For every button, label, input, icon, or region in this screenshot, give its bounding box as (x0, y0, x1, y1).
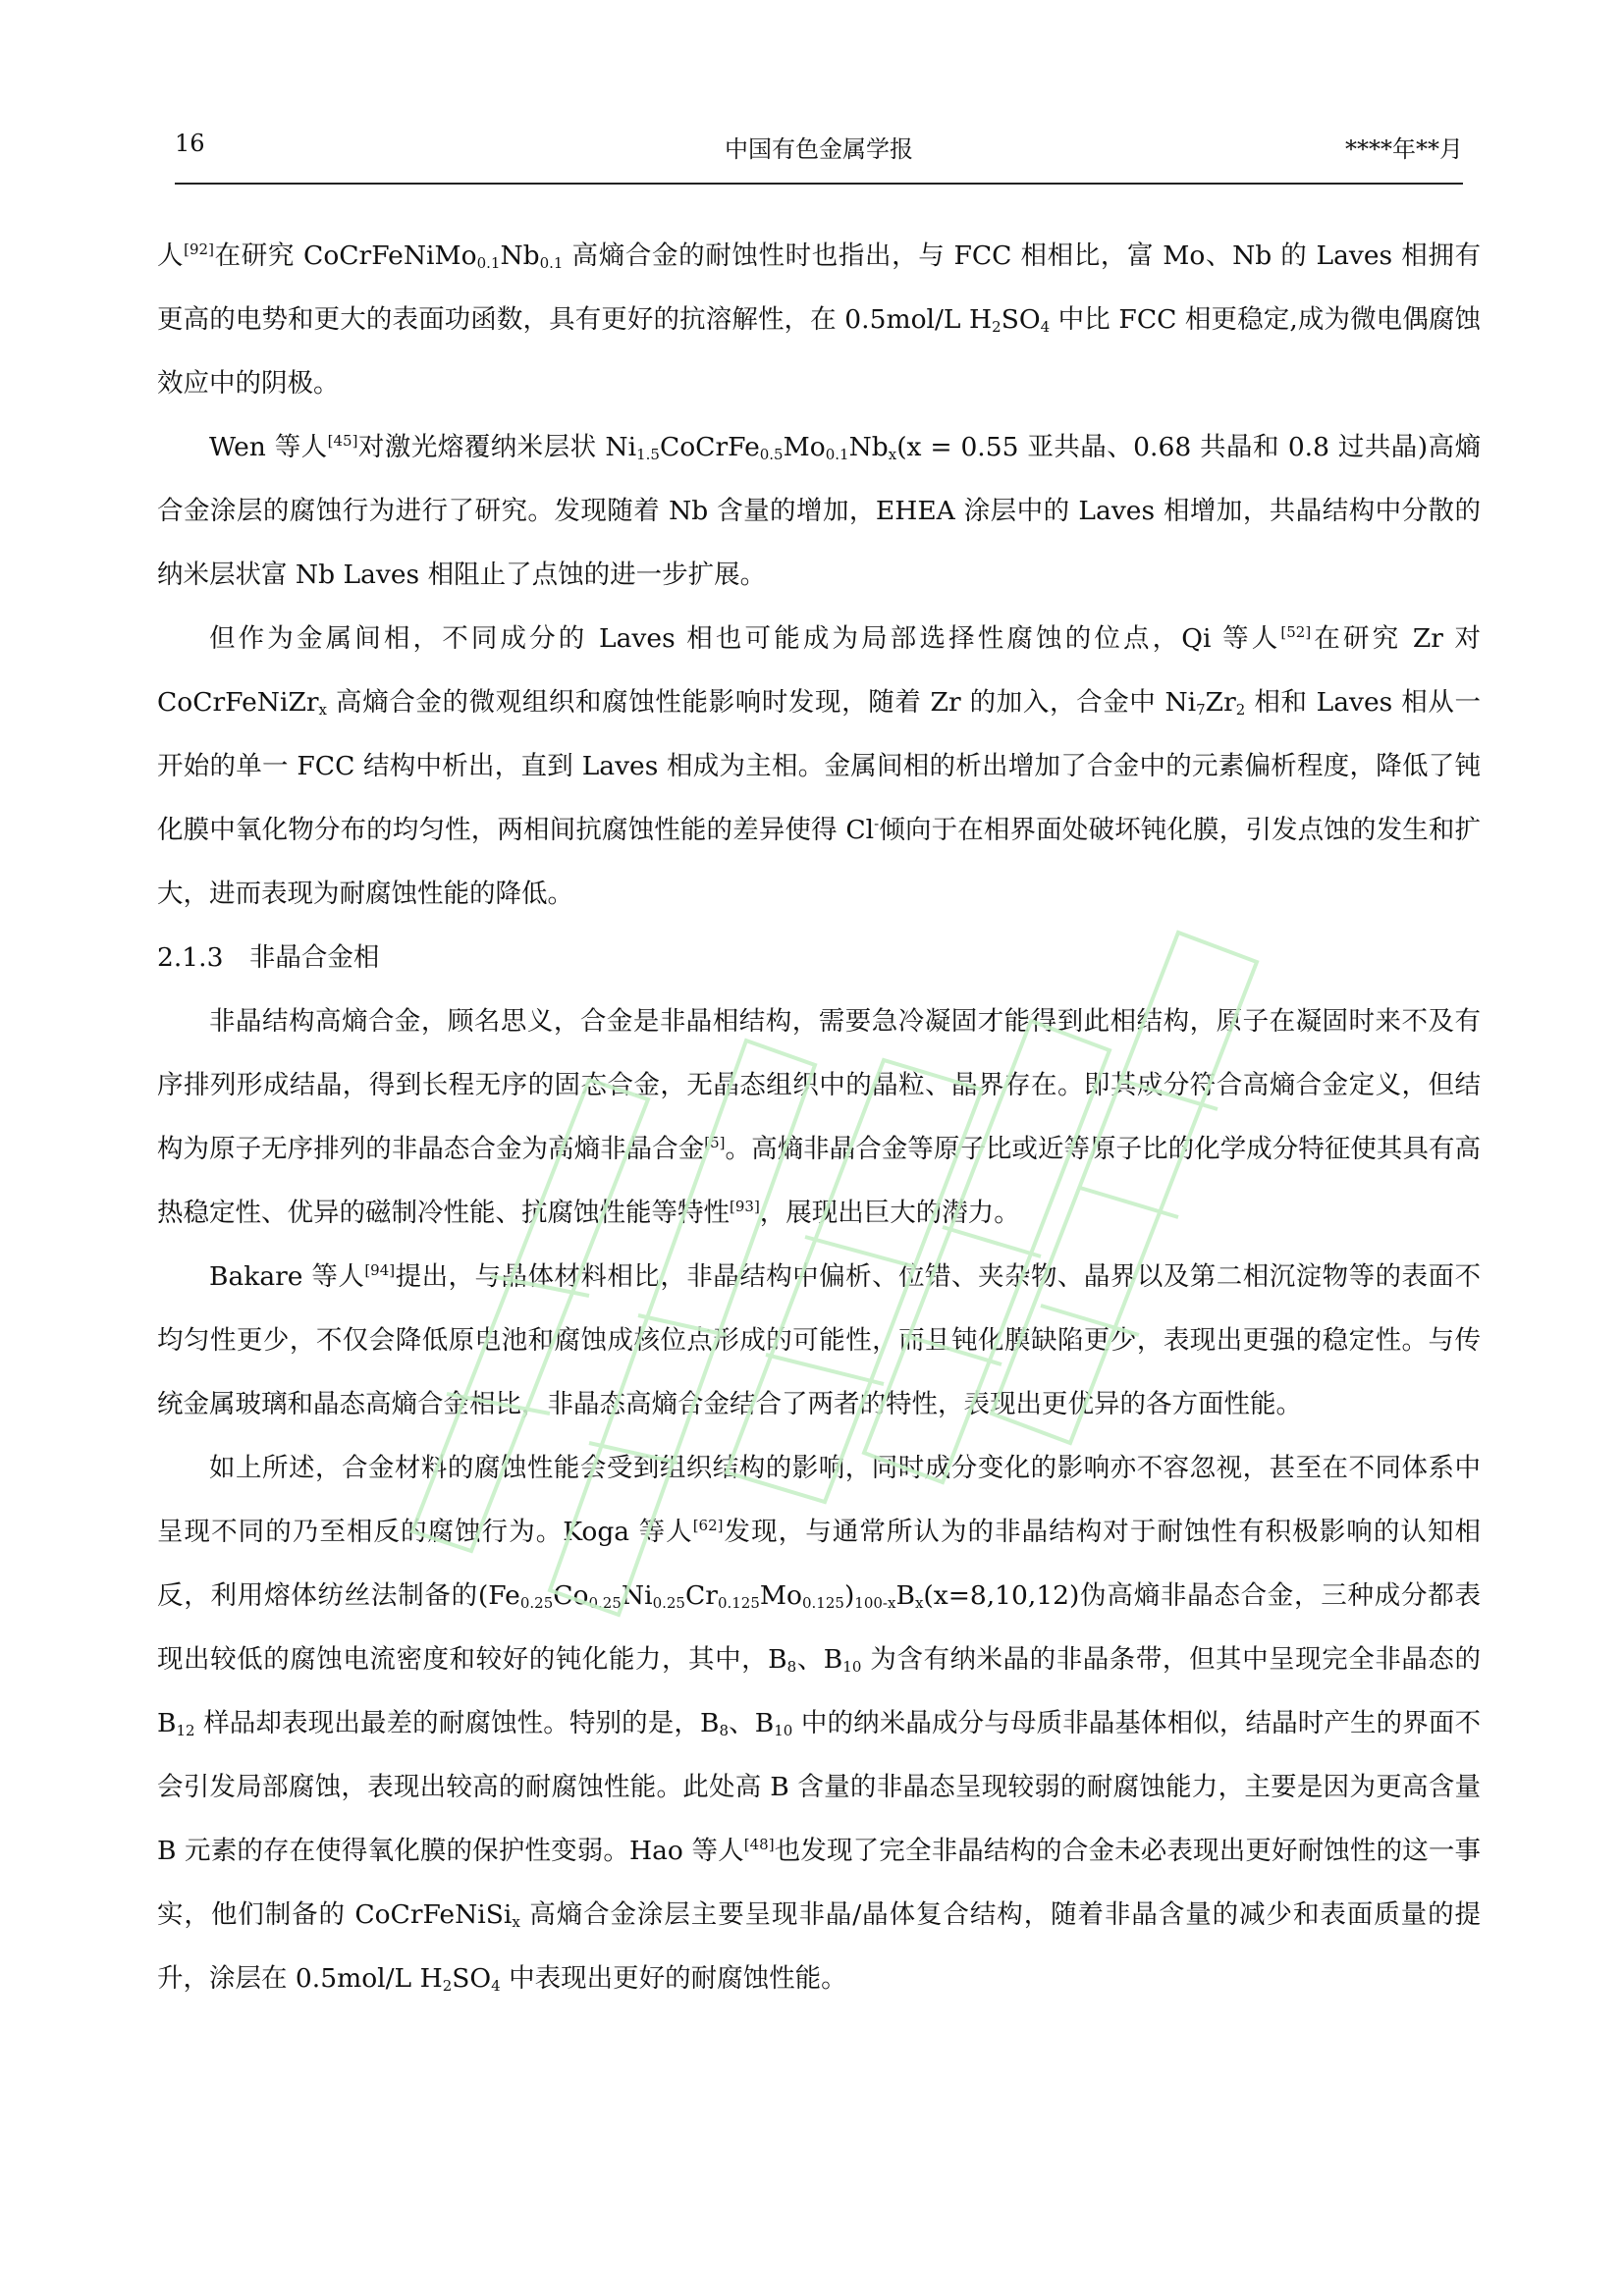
text-run: 在研究 Zr 对 CoCrFeNiZr (157, 623, 1481, 718)
text-run: Cr (684, 1580, 718, 1611)
article-body (157, 224, 1481, 2010)
subscript: 0.125 (717, 1594, 760, 1612)
paragraph (157, 224, 1481, 415)
superscript: [5] (704, 1134, 726, 1151)
superscript: [92] (184, 240, 214, 258)
subscript: 10 (842, 1658, 862, 1676)
subscript: 0.25 (652, 1594, 685, 1612)
subscript: 2 (1235, 701, 1246, 719)
text-run: 中的纳米晶成分与母质非晶基体相似，结晶时产生的界面不会引发局部腐蚀，表现出较高的耐腐蚀性能。此处高 B 含量的非晶态呈现较弱的耐腐蚀能力，主要是因为更高含量 B 元素的存在使得氧化膜的保护性变弱。Hao 等人 (157, 1708, 1481, 1866)
text-run: Bakare 等人 (209, 1261, 365, 1292)
paragraph (157, 989, 1481, 1245)
text-run: B (895, 1580, 915, 1611)
subscript: 0.1 (825, 446, 849, 463)
text-run: 、B (729, 1708, 775, 1738)
subscript: 0.25 (519, 1594, 554, 1612)
text-run: (x = 0.55 亚共晶、0.68 共晶和 0.8 过共晶)高熵合金涂层的腐蚀行为进行了研究。发现随着 Nb 含量的增加，EHEA 涂层中的 Laves 相增加，共晶结构中分散的纳米层状富 Nb Laves 相阻止了点蚀的进一步扩展。 (157, 432, 1481, 590)
subscript: x (914, 1594, 924, 1612)
subscript: x (318, 701, 328, 719)
journal-title: 中国有色金属学报 (725, 135, 913, 163)
issue-date: ****年**月 (1345, 135, 1463, 163)
text-run: 发现，与通常所认为的非晶结构对于耐蚀性有积极影响的认知相反，利用熔体纺丝法制备的(Fe (157, 1517, 1482, 1611)
subscript: 4 (1040, 318, 1051, 336)
subscript: x (888, 446, 897, 463)
text-run: 相和 Laves 相从一开始的单一 FCC 结构中析出，直到 Laves 相成为主相。金属间相的析出增加了合金中的元素偏析程度，降低了钝化膜中氧化物分布的均匀性，两相间抗腐蚀性能的差异使得 Cl (157, 687, 1482, 845)
text-run: 在研究 CoCrFeNiMo (213, 240, 477, 271)
subscript: 8 (786, 1658, 797, 1676)
subscript: 8 (719, 1722, 730, 1739)
text-run: Co (553, 1580, 589, 1611)
text-run: 也发现了完全非晶结构的合金未必表现出更好耐蚀性的这一事实，他们制备的 CoCrFeNiSi (157, 1836, 1482, 1930)
superscript: [62] (692, 1517, 724, 1534)
superscript: - (874, 815, 880, 832)
paragraph (157, 1245, 1481, 1436)
subscript: 0.25 (588, 1594, 622, 1612)
subscript: 0.5 (759, 446, 784, 463)
subscript: 10 (774, 1722, 793, 1739)
text-run: Nb (500, 240, 540, 271)
paragraph (157, 1436, 1481, 2010)
subscript: 100-x (854, 1594, 896, 1612)
text-run: SO (1001, 304, 1041, 335)
superscript: [93] (730, 1198, 760, 1215)
text-run: 高熵合金涂层主要呈现非晶/晶体复合结构，随着非晶含量的减少和表面质量的提升，涂层在 0.5mol/L H (157, 1899, 1481, 1994)
text-run: 高熵合金的耐蚀性时也指出，与 FCC 相相比，富 Mo、Nb 的 Laves 相拥有更高的电势和更大的表面功函数，具有更好的抗溶解性，在 0.5mol/L H (157, 240, 1481, 335)
text-run: 倾向于在相界面处破坏钝化膜，引发点蚀的发生和扩大，进而表现为耐腐蚀性能的降低。 (157, 815, 1481, 909)
text-run: 但作为金属间相，不同成分的 Laves 相也可能成为局部选择性腐蚀的位点，Qi 等人 (209, 623, 1281, 654)
subscript: 0.1 (539, 254, 564, 272)
subscript: 0.1 (476, 254, 501, 272)
text-run: 样品却表现出最差的耐腐蚀性。特别的是，B (194, 1708, 720, 1738)
text-run: Ni (621, 1580, 653, 1611)
text-run: Zr (1205, 687, 1236, 718)
header-rule (175, 183, 1463, 185)
subscript: 2 (992, 318, 1001, 336)
text-run: 人 (157, 240, 185, 271)
superscript: [48] (743, 1836, 775, 1853)
text-run: Wen 等人 (209, 432, 328, 462)
text-run: 2.1.3 非晶合金相 (157, 942, 380, 973)
subscript: 0.125 (801, 1594, 844, 1612)
text-run: 非晶结构高熵合金，顾名思义，合金是非晶相结构，需要急冷凝固才能得到此相结构，原子在凝固时来不及有序排列形成结晶，得到长程无序的固态合金，无晶态组织中的晶粒、晶界存在。即其成分符合高熵合金定义，但结构为原子无序排列的非晶态合金为高熵非晶合金 (157, 1006, 1481, 1164)
subscript: 1.5 (636, 446, 660, 463)
text-run: Mo (783, 432, 826, 462)
text-run: 对激光熔覆纳米层状 Ni (357, 432, 637, 462)
text-run: 中表现出更好的耐腐蚀性能。 (500, 1963, 847, 1994)
text-run: 。高熵非晶合金等原子比或近等原子比的化学成分特征使其具有高热稳定性、优异的磁制冷性能、抗腐蚀性能等特性 (157, 1134, 1482, 1228)
text-run: ，展现出巨大的潜力。 (759, 1198, 1020, 1228)
page-number: 16 (175, 130, 205, 157)
paragraph (157, 415, 1481, 607)
subscript: 12 (176, 1722, 195, 1739)
page-header (175, 130, 1463, 169)
superscript: [45] (327, 432, 358, 450)
text-run: CoCrFe (659, 432, 760, 462)
text-run: 提出，与晶体材料相比，非晶结构中偏析、位错、夹杂物、晶界以及第二相沉淀物等的表面不均匀性更少，不仅会降低原电池和腐蚀成核位点形成的可能性，而且钝化膜缺陷更少，表现出更强的稳定性。与传统金属玻璃和晶态高熵合金相比，非晶态高熵合金结合了两者的特性，表现出更优异的各方面性能。 (157, 1261, 1482, 1419)
text-run: (x=8,10,12)伪高熵非晶态合金，三种成分都表现出较低的腐蚀电流密度和较好的钝化能力，其中，B (157, 1580, 1481, 1675)
subscript: x (512, 1913, 520, 1931)
superscript: [94] (364, 1261, 396, 1279)
text-run: Mo (759, 1580, 802, 1611)
text-run: ) (843, 1580, 855, 1611)
subscript: 4 (491, 1977, 501, 1995)
paragraph (157, 607, 1481, 926)
subscript: 7 (1196, 701, 1206, 719)
text-run: 高熵合金的微观组织和腐蚀性能影响时发现，随着 Zr 的加入，合金中 Ni (327, 687, 1197, 718)
section-heading (157, 926, 1481, 989)
subscript: 2 (442, 1977, 453, 1995)
text-run: 如上所述，合金材料的腐蚀性能会受到组织结构的影响，同时成分变化的影响亦不容忽视，甚至在不同体系中呈现不同的乃至相反的腐蚀行为。Koga 等人 (157, 1453, 1481, 1547)
text-run: 、B (796, 1644, 843, 1675)
text-run: SO (452, 1963, 492, 1994)
superscript: [52] (1280, 623, 1312, 641)
text-run: 中比 FCC 相更稳定,成为微电偶腐蚀效应中的阴极。 (157, 304, 1481, 399)
text-run: 为含有纳米晶的非晶条带，但其中呈现完全非晶态的 B (157, 1644, 1481, 1738)
text-run: Nb (848, 432, 889, 462)
